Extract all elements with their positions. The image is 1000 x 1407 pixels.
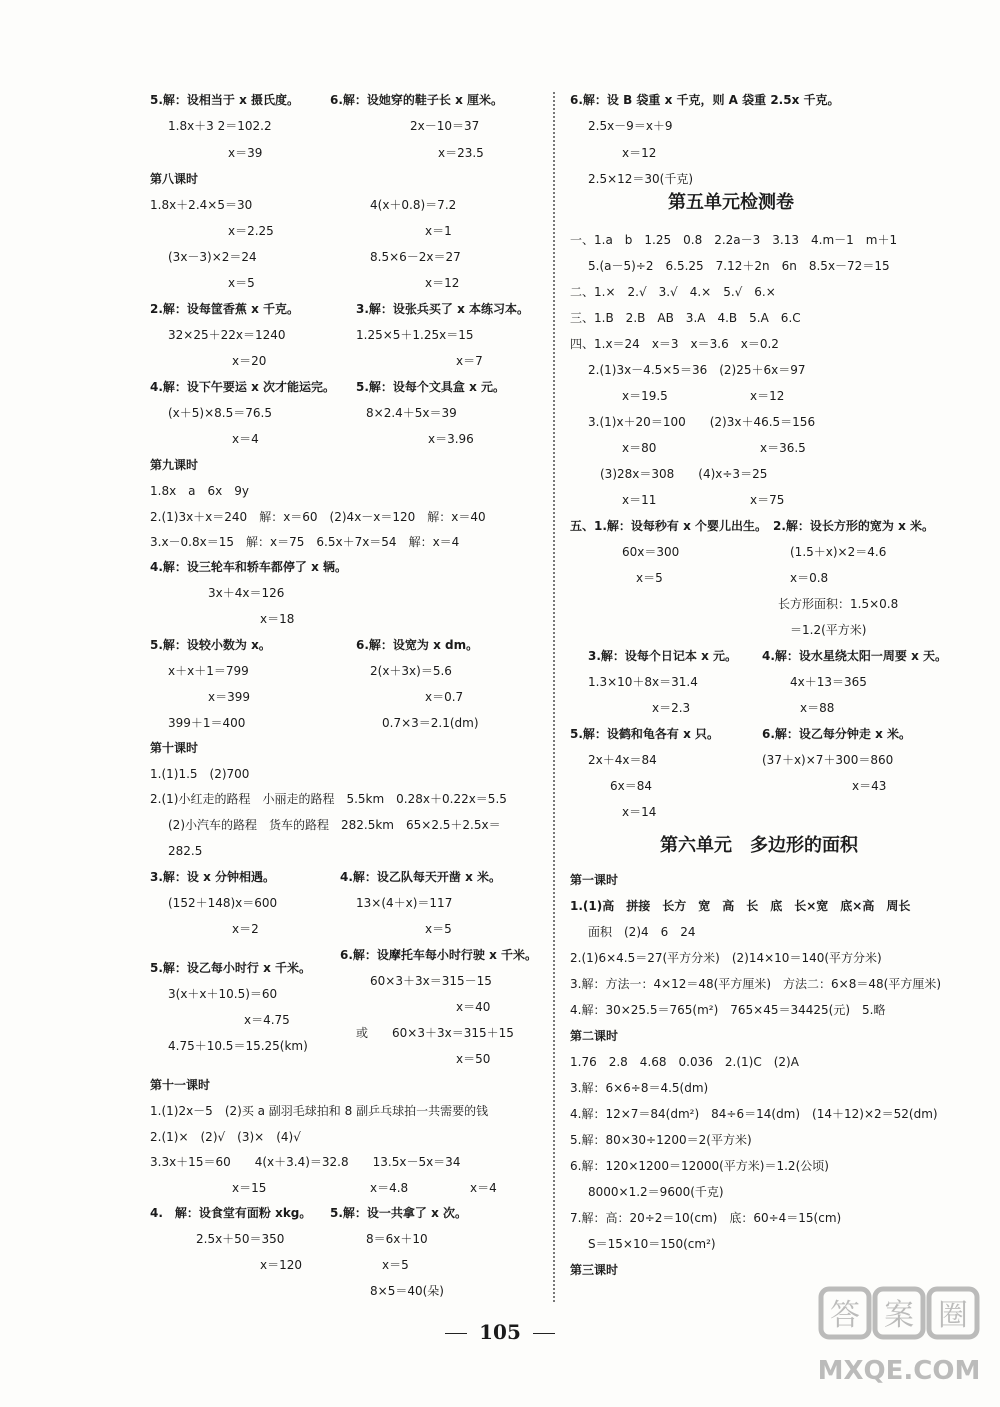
problem-statement: 3.解：设张兵买了 x 本练习本。	[356, 302, 530, 316]
answer-line: 2.(1)× (2)√ (3)× (4)√	[150, 1130, 301, 1144]
problem-statement: 4. 解：设食堂有面粉 xkg。	[150, 1206, 312, 1220]
answer-line: 1.8x a 6x 9y	[150, 484, 250, 498]
answer-line: 13×(4＋x)＝117	[356, 896, 453, 910]
problem-statement: 第二课时	[570, 1029, 619, 1043]
problem-statement: 5.解：设较小数为 x。	[150, 638, 271, 652]
problem-statement: 第十课时	[150, 741, 199, 755]
answer-line: x＝4	[232, 432, 259, 446]
answer-line: 282.5	[168, 844, 203, 858]
answer-line: (37＋x)×7＋300＝860	[762, 753, 894, 767]
problem-statement: 6.解：设 B 袋重 x 千克，则 A 袋重 2.5x 千克。	[570, 93, 840, 107]
answer-line: x＝20	[232, 354, 267, 368]
answer-line: x＝11	[622, 493, 657, 507]
answer-line: x＝5	[228, 276, 255, 290]
column-divider	[553, 92, 555, 1302]
answer-line: x＝75	[750, 493, 785, 507]
answer-line: 面积 (2)4 6 24	[588, 925, 696, 939]
answer-line: x＝4.75	[244, 1013, 290, 1027]
answer-line: 60x＝300	[622, 545, 680, 559]
page-number: 105	[479, 1320, 521, 1344]
answer-line: x＝5	[382, 1258, 409, 1272]
answer-line: 2.5x＋50＝350	[196, 1232, 285, 1246]
answer-line: 8×5＝40(朵)	[370, 1284, 444, 1298]
answer-line: x＝23.5	[438, 146, 484, 160]
answer-line: 1.25×5＋1.25x＝15	[356, 328, 474, 342]
answer-line: 二、1.× 2.√ 3.√ 4.× 5.√ 6.×	[570, 285, 776, 299]
answer-line: 8×2.4＋5x＝39	[366, 406, 457, 420]
answer-line: x＝36.5	[760, 441, 806, 455]
answer-line: x＝50	[456, 1052, 491, 1066]
answer-line: x＝120	[260, 1258, 303, 1272]
watermark-site-text: MXQE.COM	[817, 1356, 981, 1386]
answer-line: 4.75＋10.5＝15.25(km)	[168, 1039, 308, 1053]
answer-line: x＝43	[852, 779, 887, 793]
answer-line: 1.3×10＋8x＝31.4	[588, 675, 698, 689]
answer-line: (x＋5)×8.5＝76.5	[168, 406, 272, 420]
answer-line: 8.5×6－2x＝27	[370, 250, 461, 264]
problem-statement: 5.解：设鹤和龟各有 x 只。	[570, 727, 720, 741]
answer-line: x＝7	[456, 354, 483, 368]
section-heading: 第五单元检测卷	[668, 192, 794, 213]
answer-line: x＝0.7	[425, 690, 464, 704]
problem-statement: 1.(1)高 拼接 长方 宽 高 长 底 长×宽 底×高 周长	[570, 899, 911, 913]
answer-line: 2x－10＝37	[410, 119, 480, 133]
answer-line: 4.解：12×7＝84(dm²) 84÷6＝14(dm) (14＋12)×2＝52(dm)	[570, 1107, 938, 1121]
answer-line: 3.(1)x＋20＝100 (2)3x＋46.5＝156	[588, 415, 816, 429]
watermark-logo	[817, 1283, 982, 1395]
answer-line: 3x＋4x＝126	[208, 586, 285, 600]
answer-line: x＝15	[232, 1181, 267, 1195]
problem-statement: 5.解：设相当于 x 摄氏度。	[150, 93, 300, 107]
problem-statement: 第三课时	[570, 1263, 619, 1277]
answer-line: 4.解：30×25.5＝765(m²) 765×45＝34425(元) 5.略	[570, 1003, 886, 1017]
answer-line: 0.7×3＝2.1(dm)	[382, 716, 479, 730]
answer-line: 3.3x＋15＝60 4(x＋3.4)＝32.8 13.5x－5x＝34	[150, 1155, 461, 1169]
answer-line: 399＋1＝400	[168, 716, 246, 730]
answer-line: 3(x＋x＋10.5)＝60	[168, 987, 278, 1001]
problem-statement: 4.解：设下午要运 x 次才能运完。	[150, 380, 336, 394]
answer-line: 5.解：80×30÷1200＝2(平方米)	[570, 1133, 752, 1147]
answer-line: 2x＋4x＝84	[588, 753, 657, 767]
problem-statement: 第一课时	[570, 873, 619, 887]
footer-dash-right	[533, 1333, 555, 1334]
answer-line: x＝40	[456, 1000, 491, 1014]
answer-line: 4x＋13＝365	[790, 675, 867, 689]
answer-line: x＝4.8	[370, 1181, 409, 1195]
answer-line: 3.解：6×6÷8＝4.5(dm)	[570, 1081, 709, 1095]
answer-line: x＝18	[260, 612, 295, 626]
answer-line: 8000×1.2＝9600(千克)	[588, 1185, 724, 1199]
answer-line: x＝2.25	[228, 224, 274, 238]
answer-line: x＝4	[470, 1181, 497, 1195]
answer-line: 8＝6x＋10	[366, 1232, 428, 1246]
problem-statement: 3.解：设 x 分钟相遇。	[150, 870, 276, 884]
answer-line: 三、1.B 2.B AB 3.A 4.B 5.A 6.C	[570, 311, 801, 325]
answer-line: 4(x＋0.8)＝7.2	[370, 198, 457, 212]
section-heading: 第六单元 多边形的面积	[660, 835, 858, 856]
answer-line: (3x－3)×2＝24	[168, 250, 257, 264]
problem-statement: 6.解：设乙每分钟走 x 米。	[762, 727, 912, 741]
answer-line: x＝12	[750, 389, 785, 403]
svg-text:答: 答	[830, 1298, 860, 1333]
answer-line: 长方形面积：1.5×0.8	[778, 597, 899, 611]
answer-line: x＝88	[800, 701, 835, 715]
problem-statement: 4.解：设水星绕太阳一周要 x 天。	[762, 649, 948, 663]
answer-line: 3.x－0.8x＝15 解：x＝75 6.5x＋7x＝54 解：x＝4	[150, 535, 460, 549]
answer-line: ＝1.2(平方米)	[790, 623, 867, 637]
problem-statement: 4.解：设三轮车和轿车都停了 x 辆。	[150, 560, 348, 574]
answer-line: 四、1.x＝24 x＝3 x＝3.6 x＝0.2	[570, 337, 779, 351]
answer-line: 5.(a－5)÷2 6.5.25 7.12＋2n 6n 8.5x－72＝15	[588, 259, 890, 273]
problem-statement: 6.解：设她穿的鞋子长 x 厘米。	[330, 93, 504, 107]
answer-line: x＝14	[622, 805, 657, 819]
answer-line: 2.(1)小红走的路程 小丽走的路程 5.5km 0.28x＋0.22x＝5.5	[150, 792, 507, 806]
answer-line: 或 60×3＋3x＝315＋15	[356, 1026, 514, 1040]
answer-line: x＝399	[208, 690, 251, 704]
problem-statement: 6.解：设摩托车每小时行驶 x 千米。	[340, 948, 538, 962]
answer-line: 7.解：高：20÷2＝10(cm) 底：60÷4＝15(cm)	[570, 1211, 842, 1225]
answer-line: x＝3.96	[428, 432, 474, 446]
answer-line: 2.(1)3x－4.5×5＝36 (2)25＋6x＝97	[588, 363, 806, 377]
answer-line: x＝0.8	[790, 571, 829, 585]
svg-text:案: 案	[884, 1298, 914, 1333]
answer-line: 3.解：方法一：4×12＝48(平方厘米) 方法二：6×8＝48(平方厘米)	[570, 977, 941, 991]
answer-line: x＝19.5	[622, 389, 668, 403]
answer-line: 一、1.a b 1.25 0.8 2.2a－3 3.13 4.m－1 m＋1	[570, 233, 898, 247]
answer-line: 32×25＋22x＝1240	[168, 328, 286, 342]
problem-statement: 第十一课时	[150, 1078, 211, 1092]
problem-statement: 4.解：设乙队每天开凿 x 米。	[340, 870, 502, 884]
answer-line: (152＋148)x＝600	[168, 896, 278, 910]
answer-line: x＝1	[425, 224, 452, 238]
answer-line: x＝2	[232, 922, 259, 936]
svg-text:圈: 圈	[938, 1298, 968, 1333]
problem-statement: 2.解：设每筐香蕉 x 千克。	[150, 302, 300, 316]
problem-statement: 5.解：设乙每小时行 x 千米。	[150, 961, 312, 975]
answer-line: 2.5×12＝30(千克)	[588, 172, 694, 186]
answer-line: S＝15×10＝150(cm²)	[588, 1237, 716, 1251]
problem-statement: 第九课时	[150, 458, 199, 472]
problem-statement: 5.解：设一共拿了 x 次。	[330, 1206, 468, 1220]
answer-line: 2.5x－9＝x＋9	[588, 119, 673, 133]
problem-statement: 3.解：设每个日记本 x 元。	[588, 649, 738, 663]
answer-line: (2)小汽车的路程 货车的路程 282.5km 65×2.5＋2.5x＝	[168, 818, 501, 832]
answer-line: (1.5＋x)×2＝4.6	[790, 545, 887, 559]
answer-line: 1.76 2.8 4.68 0.036 2.(1)C (2)A	[570, 1055, 799, 1069]
answer-line: 2.(1)6×4.5＝27(平方分米) (2)14×10＝140(平方分米)	[570, 951, 882, 965]
answer-line: 60×3＋3x＝315－15	[370, 974, 492, 988]
answer-line: x＝39	[228, 146, 263, 160]
answer-line: x＝5	[636, 571, 663, 585]
answer-line: x＝80	[622, 441, 657, 455]
problem-statement: 五、1.解：设每秒有 x 个婴儿出生。 2.解：设长方形的宽为 x 米。	[570, 519, 935, 533]
answer-line: (3)28x＝308 (4)x÷3＝25	[600, 467, 768, 481]
answer-line: 1.8x＋3 2＝102.2	[168, 119, 272, 133]
answer-line: x＋x＋1＝799	[168, 664, 249, 678]
problem-statement: 第八课时	[150, 172, 199, 186]
answer-line: x＝12	[622, 146, 657, 160]
answer-line: 6.解：120×1200＝12000(平方米)＝1.2(公顷)	[570, 1159, 829, 1173]
answer-line: 1.8x＋2.4×5＝30	[150, 198, 253, 212]
answer-line: 1.(1)2x－5 (2)买 a 副羽毛球拍和 8 副乒乓球拍一共需要的钱	[150, 1104, 489, 1118]
answer-line: x＝12	[425, 276, 460, 290]
problem-statement: 5.解：设每个文具盒 x 元。	[356, 380, 506, 394]
answer-line: x＝2.3	[652, 701, 691, 715]
answer-line: 1.(1)1.5 (2)700	[150, 767, 250, 781]
answer-line: 2.(1)3x＋x＝240 解：x＝60 (2)4x－x＝120 解：x＝40	[150, 510, 486, 524]
answer-line: x＝5	[425, 922, 452, 936]
problem-statement: 6.解：设宽为 x dm。	[356, 638, 479, 652]
answer-line: 2(x＋3x)＝5.6	[370, 664, 452, 678]
footer-dash-left	[445, 1333, 467, 1334]
answer-line: 6x＝84	[610, 779, 653, 793]
